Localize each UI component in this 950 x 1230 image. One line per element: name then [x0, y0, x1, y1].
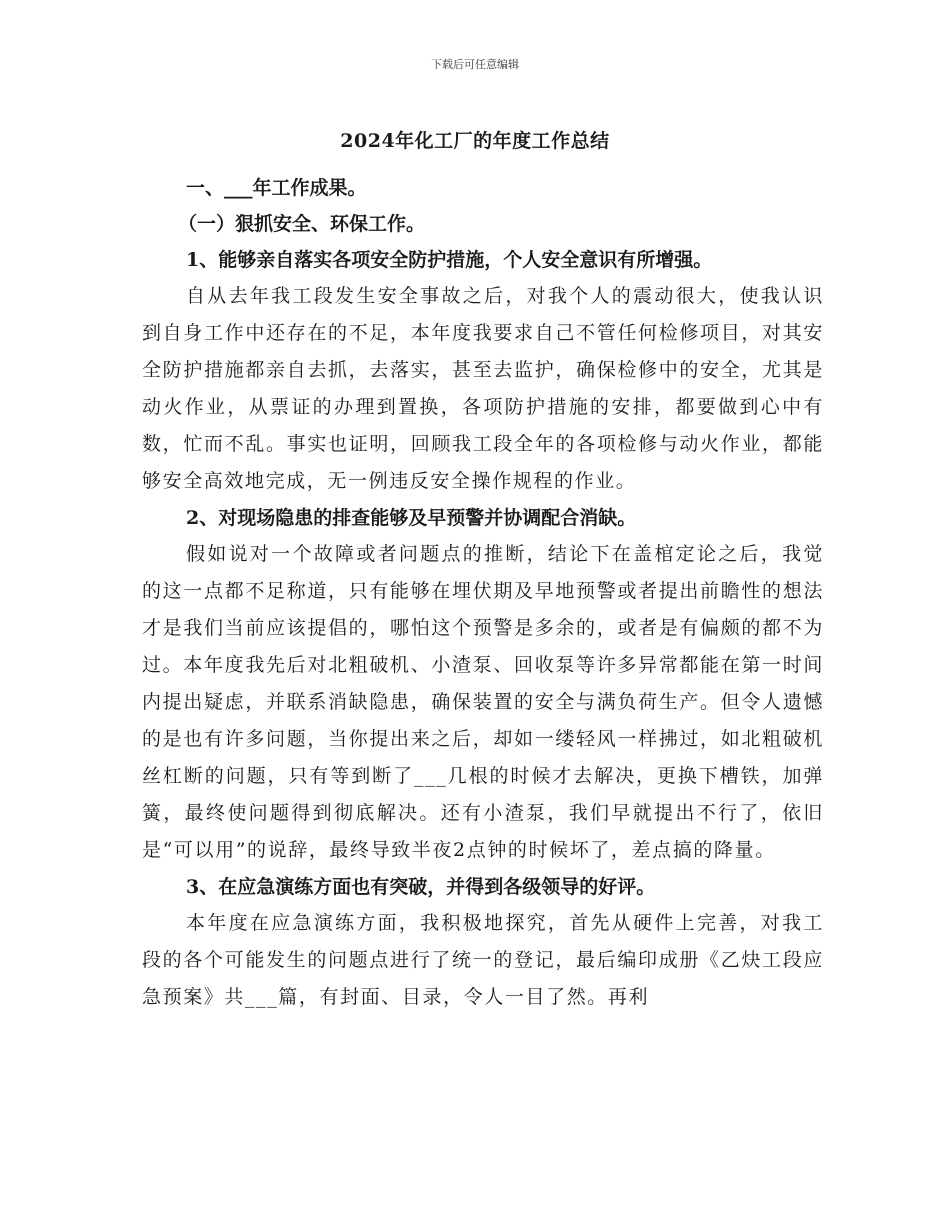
- item-1-heading: 1、能够亲自落实各项安全防护措施，个人安全意识有所增强。: [186, 249, 713, 271]
- subsection-heading: （一）狠抓安全、环保工作。: [178, 213, 426, 235]
- item-2-heading: 2、对现场隐患的排查能够及早预警并协调配合消缺。: [186, 507, 637, 529]
- document-body: [142, 170, 824, 1016]
- document-title: 2024年化工厂的年度工作总结: [340, 130, 610, 152]
- item-2-paragraph: 假如说对一个故障或者问题点的推断，结论下在盖棺定论之后，我觉的这一点都不足称道，只有能够在埋伏期及早地预警或者提出前瞻性的想法才是我们当前应该提倡的，哪怕这个预警是多余的，或者是有偏颇的都不为过。本年度我先后对北粗破机、小渣泵、回收泵等许多异常都能在第一时间内提出疑虑，并联系消缺隐患，确保装置的安全与满负荷生产。但令人遗憾的是也有许多问题，当你提出来之后，却如一缕轻风一样拂过，如北粗破机丝杠断的问题，只有等到断了___几根的时候才去解决，更换下槽铁，加弹簧，最终使问题得到彻底解决。还有小渣泵，我们早就提出不行了，依旧是“可以用”的说辞，最终导致半夜2点钟的时候坏了，差点搞的降量。: [142, 543, 824, 861]
- item-3-heading: 3、在应急演练方面也有突破，并得到各级领导的好评。: [186, 876, 656, 898]
- page-header-note: 下载后可任意编辑: [431, 58, 519, 71]
- section-heading: 一、___年工作成果。: [186, 177, 367, 199]
- item-3-paragraph: 本年度在应急演练方面，我积极地探究，首先从硬件上完善，对我工段的各个可能发生的问题点进行了统一的登记，最后编印成册《乙炔工段应急预案》共___篇，有封面、目录，令人一目了然。再利: [142, 912, 824, 1008]
- item-1-paragraph: 自从去年我工段发生安全事故之后，对我个人的震动很大，使我认识到自身工作中还存在的不足，本年度我要求自己不管任何检修项目，对其安全防护措施都亲自去抓，去落实，甚至去监护，确保检修中的安全，尤其是动火作业，从票证的办理到置换，各项防护措施的安排，都要做到心中有数，忙而不乱。事实也证明，回顾我工段全年的各项检修与动火作业，都能够安全高效地完成，无一例违反安全操作规程的作业。: [142, 285, 824, 492]
